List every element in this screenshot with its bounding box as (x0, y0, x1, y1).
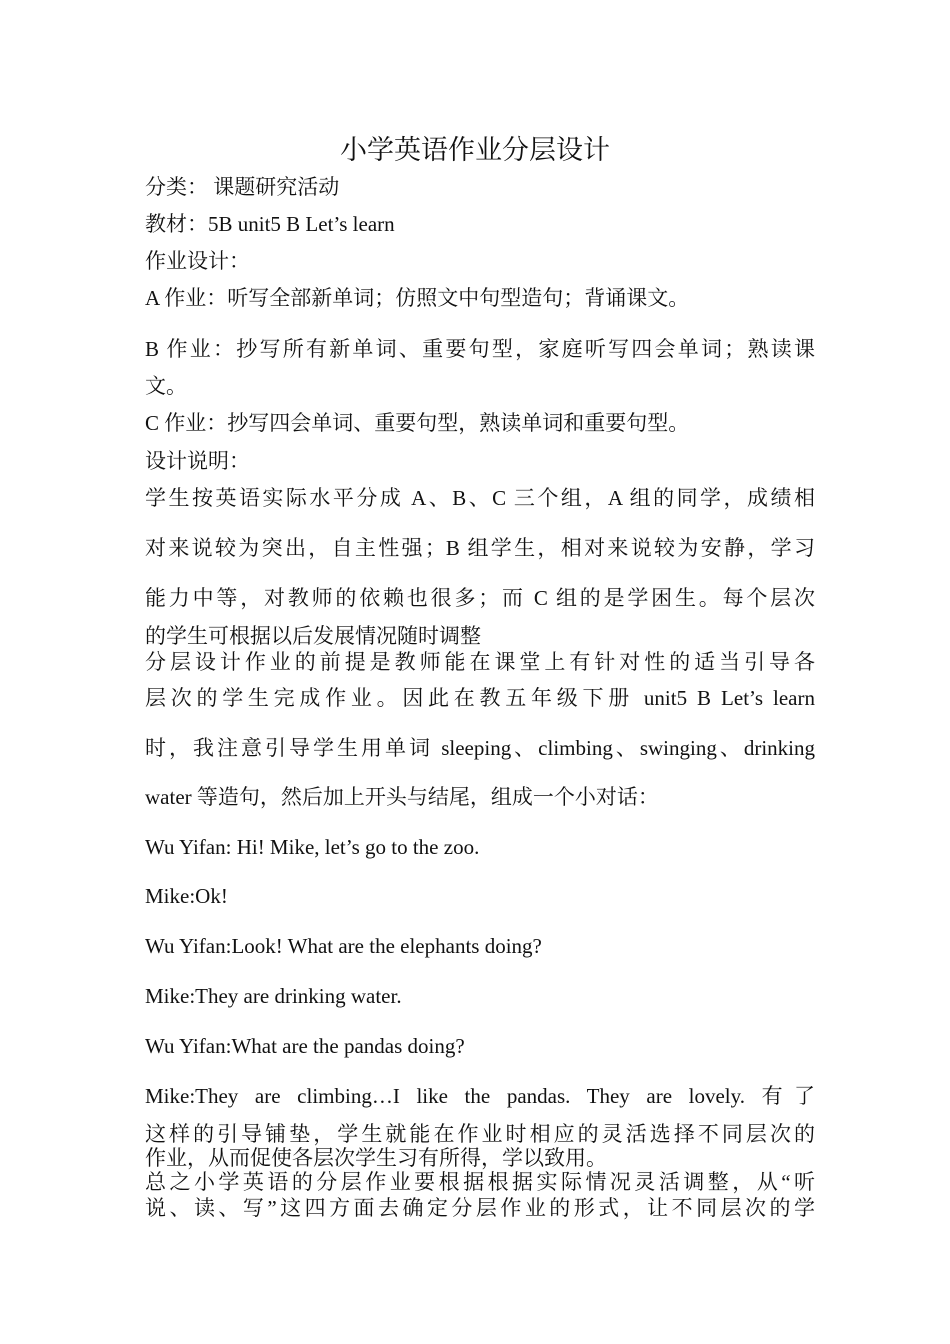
homework-design-heading: 作业设计： (145, 249, 250, 273)
dialogue-line: Wu Yifan:What are the pandas doing? (145, 1034, 465, 1058)
dialogue-line: Wu Yifan: Hi! Mike, let’s go to the zoo. (145, 835, 480, 859)
homework-b-line: B 作业：抄写所有新单词、重要句型，家庭听写四会单词；熟读课 (145, 337, 815, 361)
dialogue-line: Mike:They are drinking water. (145, 984, 402, 1008)
paragraph-line: 时，我注意引导学生用单词 sleeping、climbing、swinging、drinking (145, 736, 815, 760)
paragraph-line: 作业，从而促使各层次学生习有所得，学以致用。 (145, 1146, 607, 1170)
paragraph-line: 说、读、写”这四方面去确定分层作业的形式，让不同层次的学 (145, 1196, 815, 1220)
paragraph-line: 的学生可根据以后发展情况随时调整 (145, 624, 481, 648)
dialogue-line: Mike:Ok! (145, 884, 228, 908)
paragraph-line: 总之小学英语的分层作业要根据根据实际情况灵活调整，从“听 (145, 1170, 815, 1194)
paragraph-line: 能力中等，对教师的依赖也很多；而 C 组的是学困生。每个层次 (145, 586, 815, 610)
homework-b-line-end: 文。 (145, 374, 187, 398)
textbook-line: 教材：5B unit5 B Let’s learn (145, 212, 395, 236)
paragraph-line: 对来说较为突出，自主性强；B 组学生，相对来说较为安静，学习 (145, 536, 815, 560)
design-notes-heading: 设计说明： (145, 449, 250, 473)
paragraph-line: water 等造句，然后加上开头与结尾，组成一个小对话： (145, 785, 659, 809)
paragraph-line: 学生按英语实际水平分成 A、B、C 三个组，A 组的同学，成绩相 (145, 486, 815, 510)
document-title: 小学英语作业分层设计 (340, 135, 610, 165)
homework-a-line: A 作业：听写全部新单词；仿照文中句型造句；背诵课文。 (145, 286, 690, 310)
homework-c-line: C 作业：抄写四会单词、重要句型，熟读单词和重要句型。 (145, 411, 690, 435)
paragraph-line: 层次的学生完成作业。因此在教五年级下册 unit5 B Let’s learn (145, 686, 815, 710)
paragraph-line: 分层设计作业的前提是教师能在课堂上有针对性的适当引导各 (145, 650, 815, 674)
paragraph-line: 这样的引导铺垫，学生就能在作业时相应的灵活选择不同层次的 (145, 1122, 815, 1146)
dialogue-line: Mike:They are climbing…I like the pandas. They are lovely. 有了 (145, 1084, 815, 1108)
category-line: 分类： 课题研究活动 (145, 175, 340, 199)
dialogue-line: Wu Yifan:Look! What are the elephants doing? (145, 934, 542, 958)
